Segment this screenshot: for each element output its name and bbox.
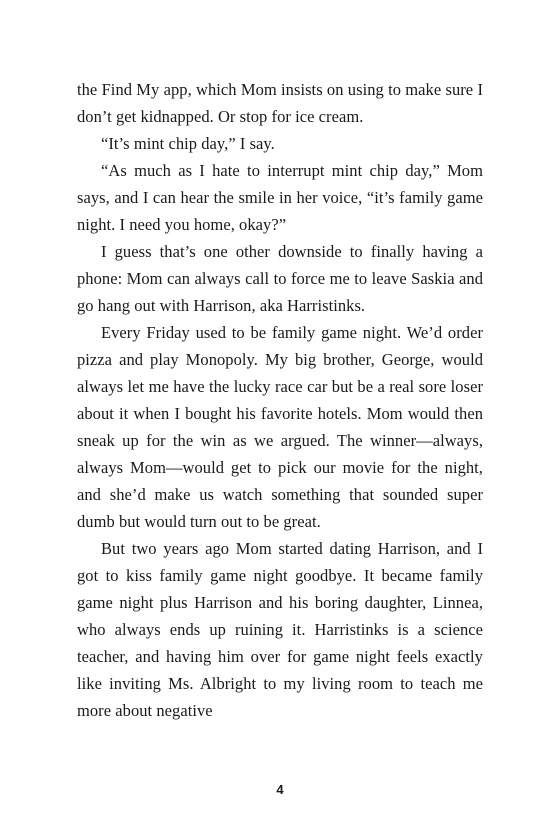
paragraph-1: the Find My app, which Mom insists on using to make sure I don’t get kidnapped. Or stop for ice cream. — [77, 80, 483, 126]
page-body — [77, 76, 483, 724]
paragraph-2: “It’s mint chip day,” I say. — [101, 134, 275, 153]
page-number: 4 — [276, 782, 284, 797]
paragraph-5: Every Friday used to be family game night. We’d order pizza and play Monopoly. My big brother, George, would always let me have the lucky race car but be a real sore loser about it when I bought his favorite hotels. Mom would then sneak up for the win as we argued. The winner—always, always Mom—would get to pick our movie for the night, and she’d make us watch something that sounded super dumb but would turn out to be great. — [77, 323, 483, 531]
paragraph-6: But two years ago Mom started dating Harrison, and I got to kiss family game night goodbye. It became family game night plus Harrison and his boring daughter, Linnea, who always ends up ruining it. Harristinks is a science teacher, and having him over for game night feels exactly like inviting Ms. Albright to my living room to teach me more about negative — [77, 539, 483, 720]
paragraph-3: “As much as I hate to interrupt mint chip day,” Mom says, and I can hear the smile in her voice, “it’s family game night. I need you home, okay?” — [77, 161, 483, 234]
paragraph-4: I guess that’s one other downside to finally having a phone: Mom can always call to force me to leave Saskia and go hang out with Harrison, aka Harristinks. — [77, 242, 483, 315]
